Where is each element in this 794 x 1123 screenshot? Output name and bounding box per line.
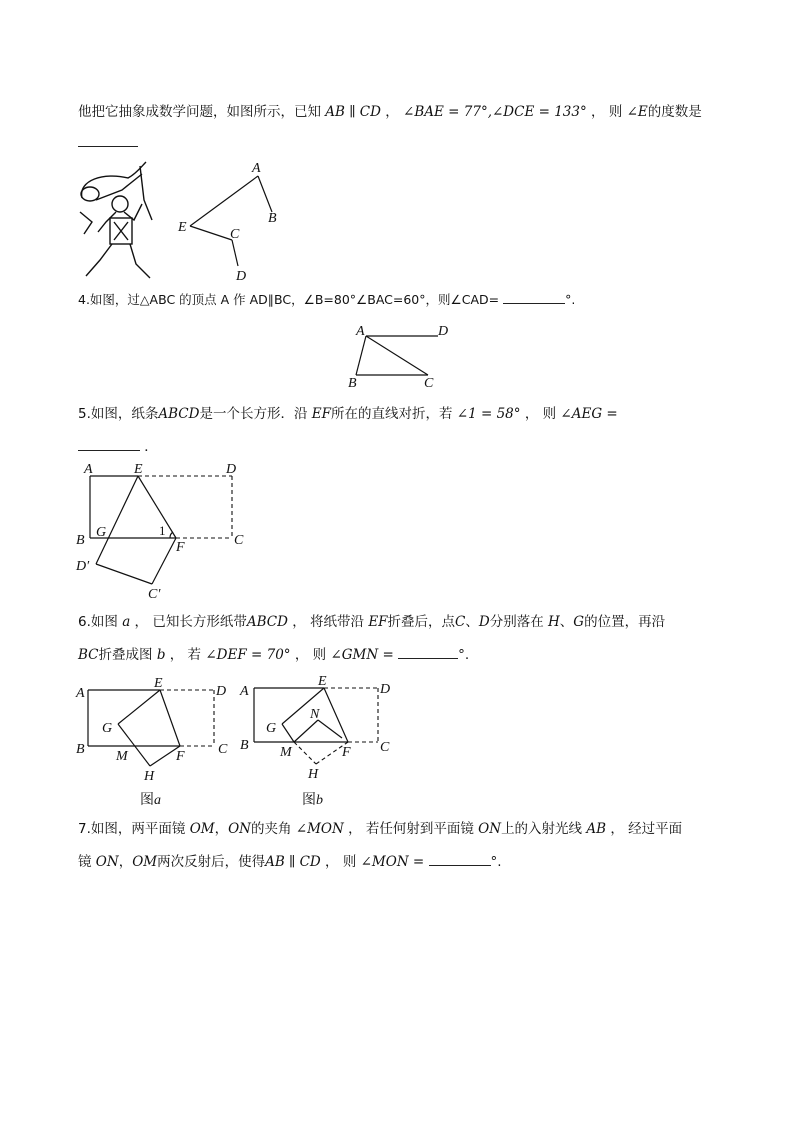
q3-line-ab: [258, 176, 272, 212]
q7-suffix: °.: [490, 854, 502, 870]
q5-ef: EF: [311, 406, 331, 422]
q7-text-c: ， 若任何射到平面镜: [348, 821, 474, 837]
q6b-label-m: M: [280, 745, 292, 760]
q6-ef: EF: [368, 614, 388, 630]
q7-text-h: ， 则: [325, 854, 357, 870]
q4-line-ac: [366, 336, 428, 375]
q4-text: [78, 289, 575, 310]
q5-label-a: A: [84, 462, 93, 477]
q7-answer-blank[interactable]: [429, 851, 491, 866]
q6b-line-nf: [318, 720, 342, 738]
q4-label-b: B: [348, 376, 357, 391]
q5-text-d: ， 则: [524, 406, 557, 422]
q7-ab: AB: [586, 821, 607, 837]
q6-figure-b: [238, 676, 398, 810]
q6a-label-d: D: [216, 684, 227, 699]
q6-d: D: [478, 614, 490, 630]
q7-text-e: ， 经过平面: [610, 821, 683, 837]
q7-text-a: 7.如图，两平面镜: [78, 821, 186, 837]
q5-line-dc-prime: [96, 564, 152, 584]
q3-illustration: [76, 160, 156, 282]
q7-comma2: ，: [118, 854, 133, 870]
q4-suffix: °.: [565, 292, 576, 307]
q6b-caption-var: b: [316, 793, 323, 808]
q7-text-line2: [78, 851, 502, 872]
q6-suffix: °.: [458, 647, 470, 663]
q7-ab-cd: AB ∥ CD: [265, 854, 321, 870]
q6-text-f: 的位置，再沿: [584, 614, 666, 630]
q3-label-a: A: [252, 161, 261, 176]
q6b-label-g: G: [266, 721, 277, 736]
q6-abcd: ABCD: [246, 614, 288, 630]
q6-g: G: [573, 614, 585, 630]
q5-aeg: ∠AEG =: [560, 406, 618, 422]
q5-text-b: 是一个长方形．沿: [199, 406, 308, 422]
q6b-caption-prefix: 图: [302, 793, 316, 808]
q6a-line-eg: [118, 690, 160, 724]
q3-text-d: 的度数是: [647, 104, 702, 120]
q3-diagram: [176, 160, 286, 282]
q6a-label-m: M: [116, 749, 128, 764]
q5-line-cf-prime: [152, 538, 176, 584]
q6b-label-h: H: [308, 767, 319, 782]
q6b-label-n: N: [310, 707, 320, 722]
q7-on: ON: [228, 821, 251, 837]
q6b-dash-mh: [294, 742, 316, 764]
q6a-label-c: C: [218, 742, 228, 757]
q5-text-c: 所在的直线对折，若: [331, 406, 453, 422]
q7-on2: ON: [478, 821, 502, 837]
q6-text-i: ， 则: [294, 647, 327, 663]
q4-question: 4.如图，过△ABC 的顶点 A 作 AD∥BC，∠B=80°∠BAC=60°，则∠CAD=: [78, 292, 500, 307]
q3-line-cd: [232, 240, 238, 266]
q6a-label-g: G: [102, 721, 113, 736]
q7-mon: ∠MON: [295, 821, 344, 837]
q3-label-e: E: [178, 220, 187, 235]
q5-abcd: ABCD: [158, 406, 200, 422]
q6a-label-h: H: [144, 769, 155, 784]
q5-answer-line: [78, 436, 158, 457]
q6-text-line1: [78, 612, 665, 632]
q6b-label-e: E: [318, 674, 327, 689]
q3-answer-blank[interactable]: [78, 132, 138, 147]
q6-dunhao: 、: [465, 614, 479, 630]
q3-angles: ∠BAE = 77°,∠DCE = 133°: [403, 104, 587, 120]
q6-text-h: ， 若: [169, 647, 202, 663]
q7-om: OM: [189, 821, 215, 837]
archer-icon: [80, 162, 152, 278]
q6-answer-blank[interactable]: [398, 644, 458, 659]
q4-label-c: C: [424, 376, 434, 391]
q5-label-1: 1: [159, 523, 166, 538]
q7-om2: OM: [132, 854, 158, 870]
q3-label-b: B: [268, 211, 277, 226]
q3-ab-cd: AB ∥ CD: [325, 104, 381, 120]
q6-text-a: 6.如图: [78, 614, 118, 630]
q6b-label-a: A: [240, 684, 249, 699]
q5-diagram: [74, 458, 274, 603]
q5-line-ed-prime: [96, 476, 138, 564]
q5-label-f: F: [176, 540, 185, 555]
q6-text-d: 折叠后，点: [387, 614, 456, 630]
q6a-label-e: E: [154, 676, 163, 691]
q3-text: [78, 102, 702, 122]
q7-mon2: ∠MON =: [360, 854, 425, 870]
q6a-label-b: B: [76, 742, 85, 757]
q7-text-line1: [78, 819, 682, 839]
q6b-line-gm: [282, 724, 294, 742]
q6b-caption: [302, 792, 323, 808]
q3-text-c: ， 则: [591, 104, 623, 120]
q7-text-f: 镜: [78, 854, 92, 870]
q6-gmn: ∠GMN =: [330, 647, 394, 663]
q6-b: b: [156, 647, 166, 663]
q5-angle1: ∠1 = 58°: [456, 406, 521, 422]
q6-bc: BC: [78, 647, 99, 663]
q5-label-c-prime: C′: [148, 587, 161, 602]
q3-label-d: D: [236, 269, 247, 284]
q5-label-d-prime: D′: [76, 559, 90, 574]
q6a-caption: [140, 792, 161, 808]
q6a-caption-var: a: [154, 793, 161, 808]
q4-line-ab: [356, 336, 366, 375]
q3-text-a: 他把它抽象成数学问题，如图所示，已知: [78, 104, 321, 120]
q6-text-c: ， 将纸带沿: [292, 614, 365, 630]
q7-text-g: 两次反射后，使得: [157, 854, 266, 870]
q3-text-b: ，: [385, 104, 399, 120]
q6b-line-mn: [294, 720, 318, 742]
q6b-label-f: F: [342, 745, 351, 760]
q6-text-e: 分别落在: [489, 614, 544, 630]
q5-label-c: C: [234, 533, 244, 548]
q6a-label-a: A: [76, 686, 85, 701]
q6-text-g: 折叠成图: [98, 647, 153, 663]
q6-dunhao2: 、: [559, 614, 574, 630]
q7-on3: ON: [95, 854, 119, 870]
q5-angle-arc: [170, 532, 173, 538]
q4-diagram: [342, 322, 460, 392]
q6a-line-ef: [160, 690, 180, 746]
q3-line-ae: [190, 176, 258, 226]
q4-label-a: A: [356, 324, 365, 339]
q7-comma: ，: [214, 821, 229, 837]
q3-line-ec: [190, 226, 232, 240]
q6a-label-f: F: [176, 749, 185, 764]
q6a-caption-prefix: 图: [140, 793, 154, 808]
q6-def: ∠DEF = 70°: [205, 647, 291, 663]
q5-label-e: E: [134, 462, 143, 477]
q5-answer-blank[interactable]: [78, 436, 140, 451]
q6-a: a: [122, 614, 131, 630]
q6b-label-d: D: [380, 682, 391, 697]
q5-label-d: D: [226, 462, 237, 477]
q6-c: C: [455, 614, 466, 630]
q5-text-a: 5.如图，纸条: [78, 406, 159, 422]
q4-answer-blank[interactable]: [503, 289, 565, 304]
q4-label-d: D: [438, 324, 449, 339]
q5-suffix: ．: [144, 439, 158, 455]
q7-text-b: 的夹角: [250, 821, 292, 837]
q7-text-d: 上的入射光线: [501, 821, 583, 837]
q5-text: [78, 404, 618, 424]
q6b-label-c: C: [380, 740, 390, 755]
q3-angle-e: ∠E: [626, 104, 648, 120]
q6-figure-a: [74, 676, 240, 810]
q3-label-c: C: [230, 227, 240, 242]
q6b-label-b: B: [240, 738, 249, 753]
q5-label-g: G: [96, 525, 107, 540]
q6-text-line2: [78, 644, 469, 665]
q6-h: H: [548, 614, 560, 630]
q6-text-b: ， 已知长方形纸带: [134, 614, 247, 630]
q5-line-ef: [138, 476, 176, 538]
q5-label-b: B: [76, 533, 85, 548]
q3-answer-line: [78, 132, 138, 153]
